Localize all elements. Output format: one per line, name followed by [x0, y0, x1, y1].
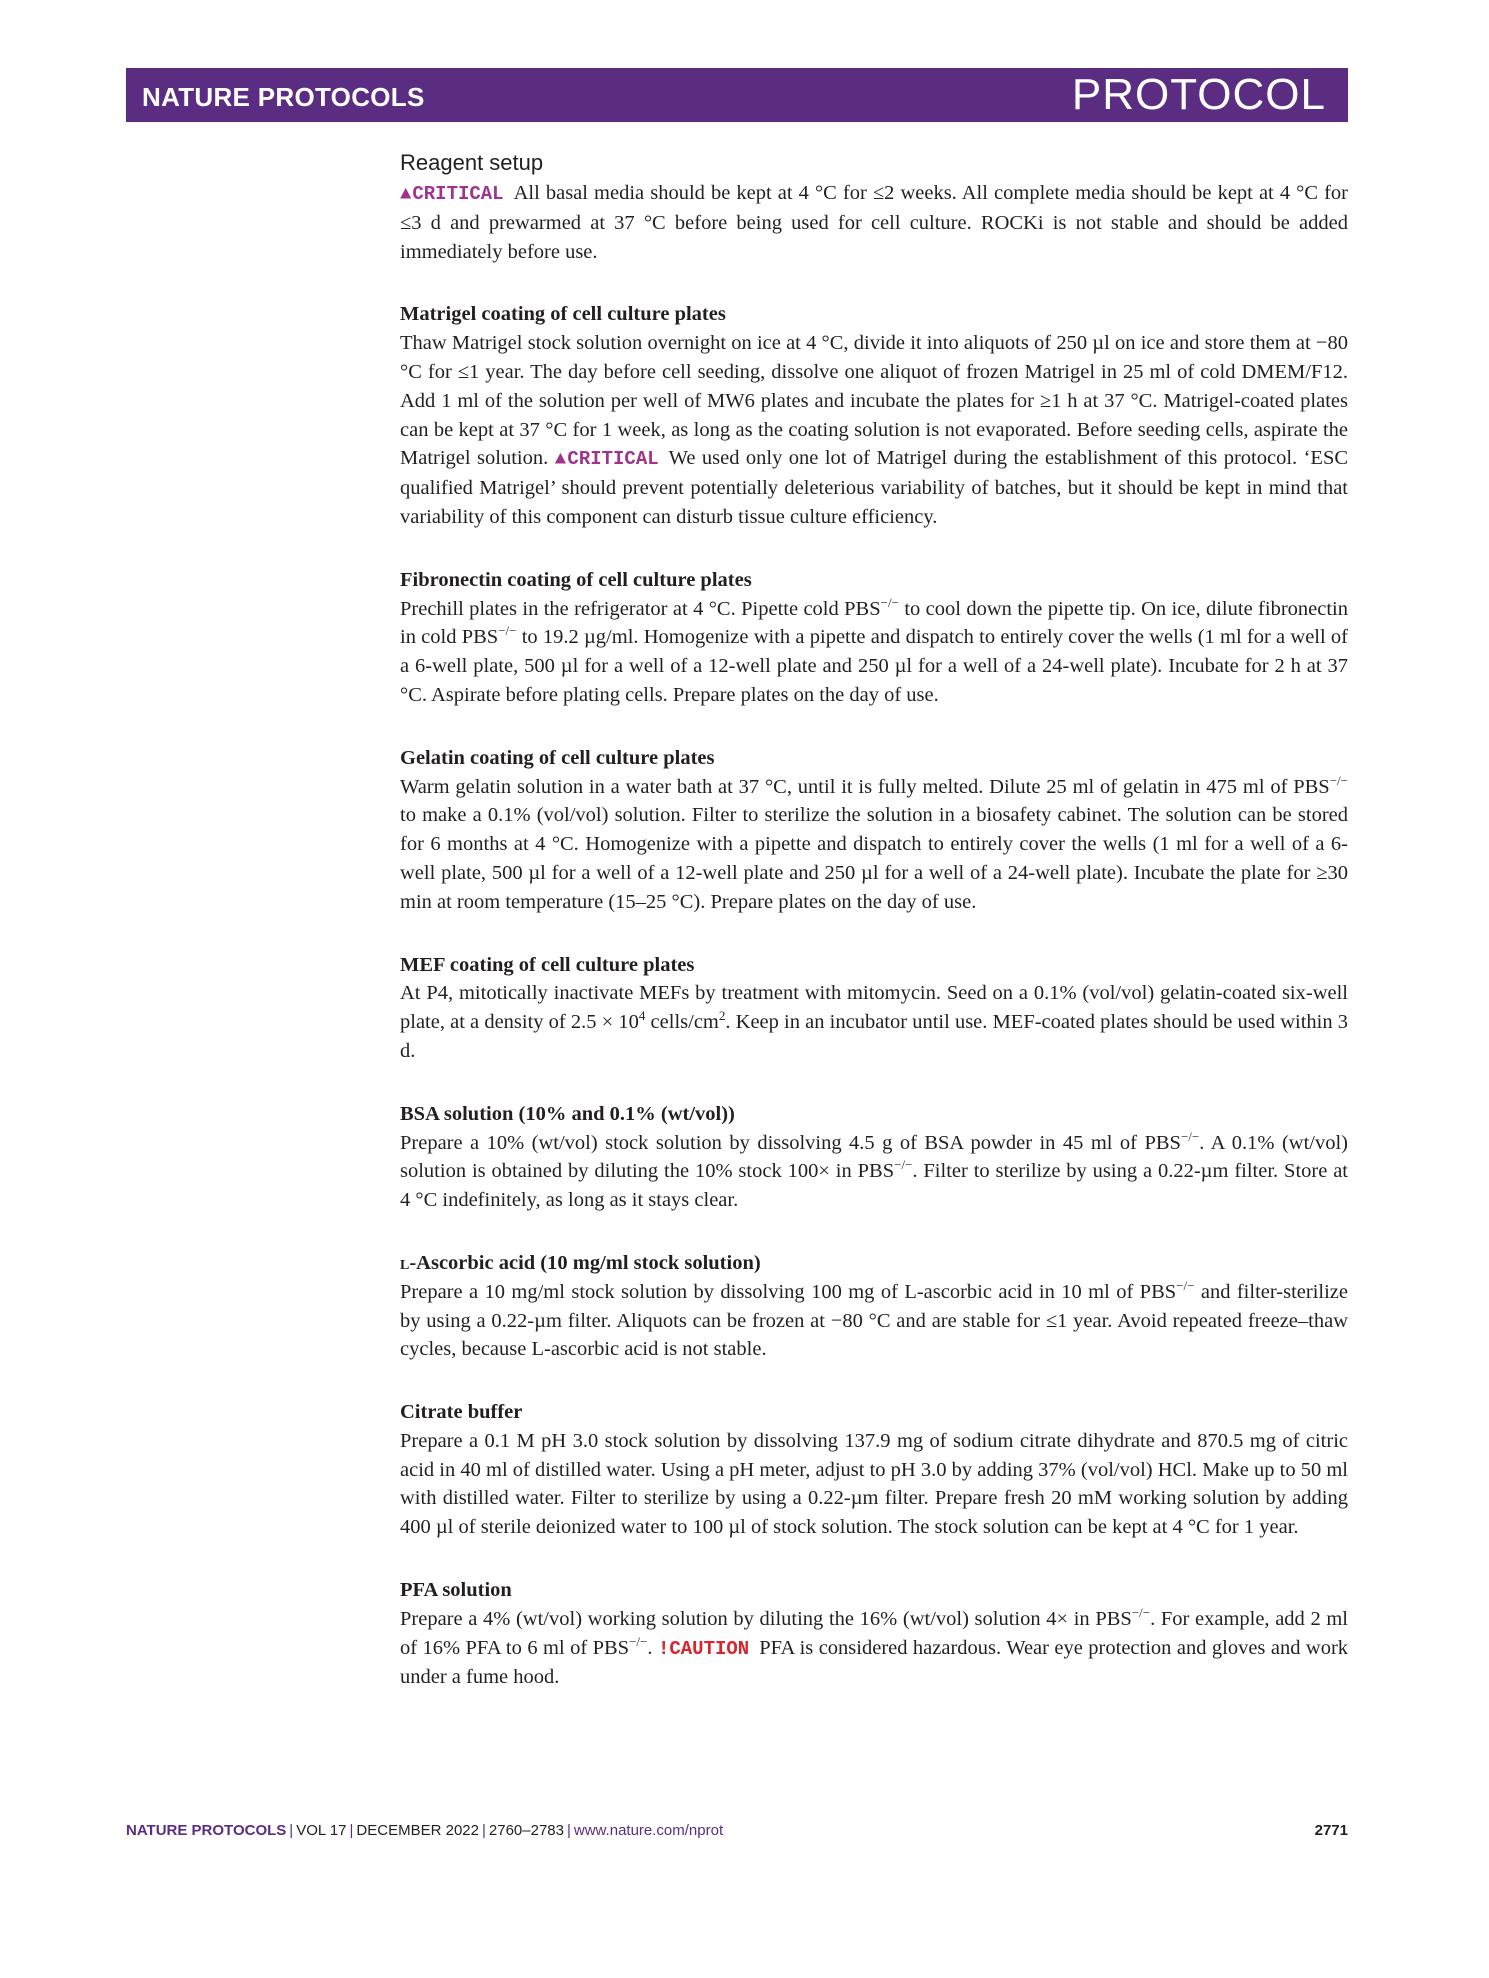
caution-label: CAUTION: [669, 1637, 750, 1660]
journal-header-bar: [126, 68, 1348, 122]
pbs-superscript: −/−: [1176, 1277, 1195, 1293]
gelatin-text-1: Warm gelatin solution in a water bath at 37 °C, until it is fully melted. Dilute 25 ml of gelatin in 475 ml of PBS: [400, 775, 1330, 798]
pbs-superscript: −/−: [629, 1633, 648, 1649]
fibronectin-text-3: to 19.2 µg/ml. Homogenize with a pipette and dispatch to entirely cover the wells (1 ml for a well of a 6-well plate, 500 µl for a well of a 12-well plate and 250 µl for a well of a 24-well plate). Incubate for 2 h at 37 °C. Aspirate before plating cells. Prepare plates on the day of use.: [400, 626, 1348, 706]
mef-text-3: . Keep in an incubator until use. MEF-coated plates should be used within 3 d.: [400, 1011, 1349, 1062]
intro-critical-paragraph: [400, 179, 1348, 266]
citrate-title: Citrate buffer: [400, 1401, 523, 1424]
mef-paragraph: [400, 979, 1348, 1065]
intro-critical-text: All basal media should be kept at 4 °C for ≤2 weeks. All complete media should be kept at 4 °C for ≤3 d and prewarmed at 37 °C before being used for cell culture. ROCKi is not stable and should be added immediately before use.: [400, 182, 1348, 263]
exponent-superscript: 2: [718, 1008, 726, 1024]
footer-url-link[interactable]: www.nature.com/nprot: [573, 1822, 724, 1839]
pfa-caution-text: PFA is considered hazardous. Wear eye protection and gloves and work under a fume hood.: [400, 1636, 1349, 1689]
bsa-text-1: Prepare a 10% (wt/vol) stock solution by dissolving 4.5 g of BSA powder in 45 ml of PBS: [400, 1131, 1181, 1154]
mef-text-2: cells/cm: [645, 1011, 719, 1034]
article-type: PROTOCOL: [1071, 70, 1326, 119]
fibronectin-title: Fibronectin coating of cell culture plates: [400, 568, 752, 591]
matrigel-critical-text: We used only one lot of Matrigel during the establishment of this protocol. ‘ESC qualified Matrigel’ should prevent potentially deleterious variability of batches, but it should be kept in mind that variability of this component can disturb tissue culture efficiency.: [400, 447, 1349, 528]
pbs-superscript: −/−: [1329, 772, 1348, 788]
pfa-text-2: . For example, add 2 ml of 16% PFA to 6 ml of PBS: [400, 1607, 1348, 1659]
pbs-superscript: −/−: [1131, 1605, 1151, 1621]
pbs-superscript: −/−: [880, 594, 899, 610]
gelatin-paragraph: [400, 773, 1348, 917]
ascorbic-text-1: Prepare a 10 mg/ml stock solution by dissolving 100 mg of L-ascorbic acid in 10 ml of PBS: [400, 1280, 1177, 1303]
mef-text-1: At P4, mitotically inactivate MEFs by treatment with mitomycin. Seed on a 0.1% (vol/vol) gelatin-coated six-well plate, at a density of 2.5 × 10: [400, 982, 1348, 1034]
footer-volume: VOL 17: [296, 1822, 347, 1839]
section-title: Reagent setup: [400, 150, 544, 175]
ascorbic-paragraph: [400, 1278, 1348, 1364]
bsa-title: BSA solution (10% and 0.1% (wt/vol)): [400, 1102, 735, 1125]
warning-triangle-icon: ▲: [400, 183, 413, 205]
footer-journal: NATURE PROTOCOLS: [126, 1822, 287, 1839]
pfa-paragraph: [400, 1605, 1348, 1692]
gelatin-title: Gelatin coating of cell culture plates: [400, 746, 715, 769]
journal-name: NATURE PROTOCOLS: [142, 82, 425, 112]
matrigel-title: Matrigel coating of cell culture plates: [400, 303, 726, 326]
critical-note: [555, 448, 659, 470]
matrigel-body: Thaw Matrigel stock solution overnight on ice at 4 °C, divide it into aliquots of 250 µl on ice and store them at −80 °C for ≤1 year. The day before cell seeding, dissolve one aliquot of frozen Matrigel in 25 ml of cold DMEM/F12. Add 1 ml of the solution per well of MW6 plates and incubate the plates for ≥1 h at 37 °C. Matrigel-coated plates can be kept at 37 °C for 1 week, as long as the coating solution is not evaporated. Before seeding cells, aspirate the Matrigel solution.: [400, 332, 1348, 470]
bsa-text-3: . Filter to sterilize by using a 0.22-µm filter. Store at 4 °C indefinitely, as long as it stays clear.: [400, 1160, 1348, 1212]
fibronectin-text-2: to cool down the pipette tip. On ice, dilute fibronectin in cold PBS: [400, 597, 1348, 649]
bsa-text-2: . A 0.1% (wt/vol) solution is obtained by diluting the 10% stock 100× in PBS: [400, 1131, 1348, 1183]
gelatin-text-2: to make a 0.1% (vol/vol) solution. Filter to sterilize the solution in a biosafety cabinet. The solution can be stored for 6 months at 4 °C. Homogenize with a pipette and dispatch to entirely cover the wells (1 ml for a well of a 6-well plate, 500 µl for a well of a 12-well plate and 250 µl for a well of a 24-well plate). Incubate the plate for ≥30 min at room temperature (15–25 °C). Prepare plates on the day of use.: [400, 804, 1348, 913]
pbs-superscript: −/−: [498, 623, 517, 639]
exponent-superscript: 4: [638, 1008, 646, 1024]
footer-separator: |: [481, 1822, 486, 1839]
fibronectin-text-1: Prechill plates in the refrigerator at 4 °C. Pipette cold PBS: [400, 597, 881, 620]
critical-label: CRITICAL: [567, 448, 659, 471]
reagent-setup-section: [400, 150, 1348, 1692]
page-number: 2771: [1314, 1822, 1348, 1839]
fibronectin-paragraph: [400, 595, 1348, 710]
footer-separator: |: [289, 1822, 294, 1839]
pfa-title: PFA solution: [400, 1579, 512, 1602]
ascorbic-title: [400, 1249, 1348, 1278]
pfa-text-1: Prepare a 4% (wt/vol) working solution by diluting the 16% (wt/vol) solution 4× in PBS: [400, 1607, 1132, 1630]
pfa-text-3: .: [647, 1636, 653, 1659]
critical-label: CRITICAL: [412, 183, 504, 205]
pbs-superscript: −/−: [894, 1157, 913, 1173]
bsa-paragraph: [400, 1129, 1348, 1215]
ascorbic-title-smallcaps: l: [400, 1251, 410, 1274]
mef-title: MEF coating of cell culture plates: [400, 953, 695, 976]
footer-separator: |: [566, 1822, 571, 1839]
citrate-paragraph: Prepare a 0.1 M pH 3.0 stock solution by dissolving 137.9 mg of sodium citrate dihydrate and 870.5 mg of citric acid in 40 ml of distilled water. Using a pH meter, adjust to pH 3.0 by adding 37% (vol/vol) HCl. Make up to 50 ml with distilled water. Filter to sterilize by using a 0.22-µm filter. Prepare fresh 20 mM working solution by adding 400 µl of sterile deionized water to 100 µl of stock solution. The stock solution can be kept at 4 °C for 1 year.: [400, 1429, 1348, 1539]
caution-note: [658, 1638, 749, 1660]
ascorbic-text-2: and filter-sterilize by using a 0.22-µm filter. Aliquots can be frozen at −80 °C and are stable for ≤1 year. Avoid repeated freeze–thaw cycles, because L-ascorbic acid is not stable.: [400, 1280, 1348, 1361]
footer-pages: 2760–2783: [488, 1822, 564, 1839]
matrigel-paragraph: [400, 329, 1348, 532]
exclamation-icon: !: [657, 1637, 670, 1660]
warning-triangle-icon: ▲: [554, 448, 568, 471]
pbs-superscript: −/−: [1180, 1128, 1200, 1144]
footer-separator: |: [349, 1822, 354, 1839]
critical-note: [400, 183, 504, 205]
footer-date: DECEMBER 2022: [356, 1822, 479, 1839]
page-footer: [126, 1822, 1348, 1839]
ascorbic-title-rest: -Ascorbic acid (10 mg/ml stock solution): [409, 1251, 761, 1274]
